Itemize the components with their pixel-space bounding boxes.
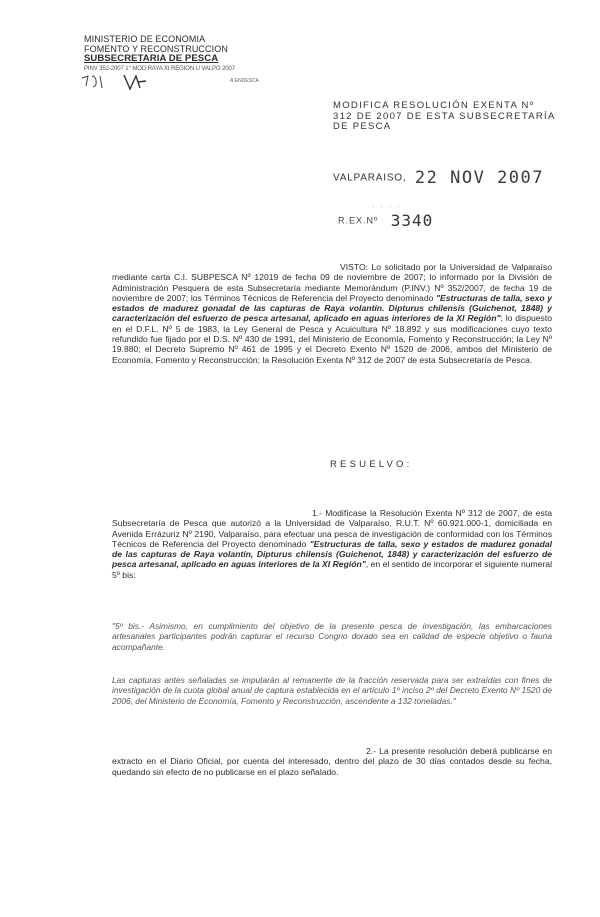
resolution-number-value: 3340 (390, 211, 434, 230)
resolution-item-2: 2.- La presente resolución deberá publicarse en extracto en el Diario Oficial, por cuenta del interesado, dentro del plazo de 30 días contados desde su fecha, quedando sin efecto de no publicarse en el plazo señalado. (112, 746, 552, 777)
visto-text-b: ; lo dispuesto en el D.F.L. Nº 5 de 1983, la Ley General de Pesca y Acuicultura Nº 18.892 y sus modificaciones cuyo texto refundido fue fijado por el D.S. Nº 430 de 1991, del Ministerio de Economía, Fomento y Reconstrucción; la Ley Nº 19.880; el Decreto Supremo Nº 461 de 1995 y el Decreto Exento Nº 1520 de 2006, ambos del Ministerio de Economía, Fomento y Reconstrucción; la Resolución Exenta Nº 312 de 2007 de esta Subsecretaría de Pesca. (112, 313, 552, 365)
document-subject: MODIFICA RESOLUCIÓN EXENTA Nº 312 DE 2007 DE ESTA SUBSECRETARÍA DE PESCA (333, 100, 556, 132)
item1-text-a: 1.- Modifícase la Resolución Exenta Nº 312 de 2007, de esta Subsecretaría de Pesca que autorizó a la Universidad de Valparaíso, R.U.T. Nº 60.921.000-1, domiciliada en Avenida Errázuriz Nº 2190, Valparaíso, para efectuar una pesca de investigación de conformidad con los Términos Técnicos de Referencia del Proyecto denominado (112, 508, 552, 549)
letterhead-reference: PINV 352-2007 1° MOD RAYA XI REGION U VALPO 2007 (84, 66, 235, 72)
visto-paragraph (112, 262, 552, 365)
quoted-paragraph-captures: Las capturas antes señaladas se imputarán al remanente de la fracción reservada para ser extraídas con fines de investigación de la cuota global anual de captura establecida en el artículo 1º inciso 2º del Decreto Exento Nº 1520 de 2006, del Ministerio de Economía, Fomento y Reconstrucción, ascendente a 132 toneladas." (112, 675, 552, 706)
date-stamp: 22 NOV 2007 (414, 168, 545, 188)
item1-text-b: , en el sentido de incorporar el siguiente numeral 5º bis: (112, 559, 552, 580)
resuelvo-heading: RESUELVO: (330, 459, 413, 470)
handwritten-initials (80, 72, 160, 94)
resolution-number-label: R.EX.Nº (338, 215, 379, 226)
separator-dots: . . . . (372, 200, 402, 209)
item1-project-title: "Estructuras de talla, sexo y estados de madurez gonadal de las capturas de Raya volantín, Dipturus chilensis (Guichenot, 1848) y caracterización del esfuerzo de pesca artesanal, aplicado en aguas interiores de la XI Región" (112, 538, 552, 570)
visto-project-title: "Estructuras de talla, sexo y estados de madurez gonadal de las capturas de Raya volantín. Dipturus chilensis (Guichenot, 1848) y caracterización del esfuerzo de pesca artesanal, aplicado en aguas interiores de la XI Región" (112, 292, 552, 324)
letterhead-ministry-2: FOMENTO Y RECONSTRUCCION (84, 44, 228, 54)
letterhead-ministry: MINISTERIO DE ECONOMIA (84, 34, 206, 44)
letterhead-small-mark: A.ENDESCA (230, 78, 259, 84)
resolution-item-1 (112, 508, 552, 580)
visto-text-a: Lo solicitado por la Universidad de Valparaíso mediante carta C.I. SUBPESCA Nº 12019 de fecha 09 de noviembre de 2007; lo informado por la División de Administración Pesquera de esta Subsecretaría mediante Memorándum (P.INV.) Nº 352/2007, de fecha 19 de noviembre de 2007; los Términos Técnicos de Referencia del Proyecto denominado (112, 262, 552, 303)
letterhead-subsecretaria: SUBSECRETARIA DE PESCA (84, 53, 219, 64)
quoted-paragraph-5bis: "5º bis.- Asimismo, en cumplimiento del objetivo de la presente pesca de investigación, las embarcaciones artesanales participantes podrán capturar el recurso Congrio dorado sea en calidad de especie objetivo o fauna acompañante. (112, 621, 552, 652)
resolution-number (338, 211, 433, 230)
place-date (333, 168, 544, 188)
visto-lead: VISTO: (340, 262, 369, 272)
letterhead (84, 34, 294, 84)
place-label: VALPARAISO, (333, 172, 407, 184)
